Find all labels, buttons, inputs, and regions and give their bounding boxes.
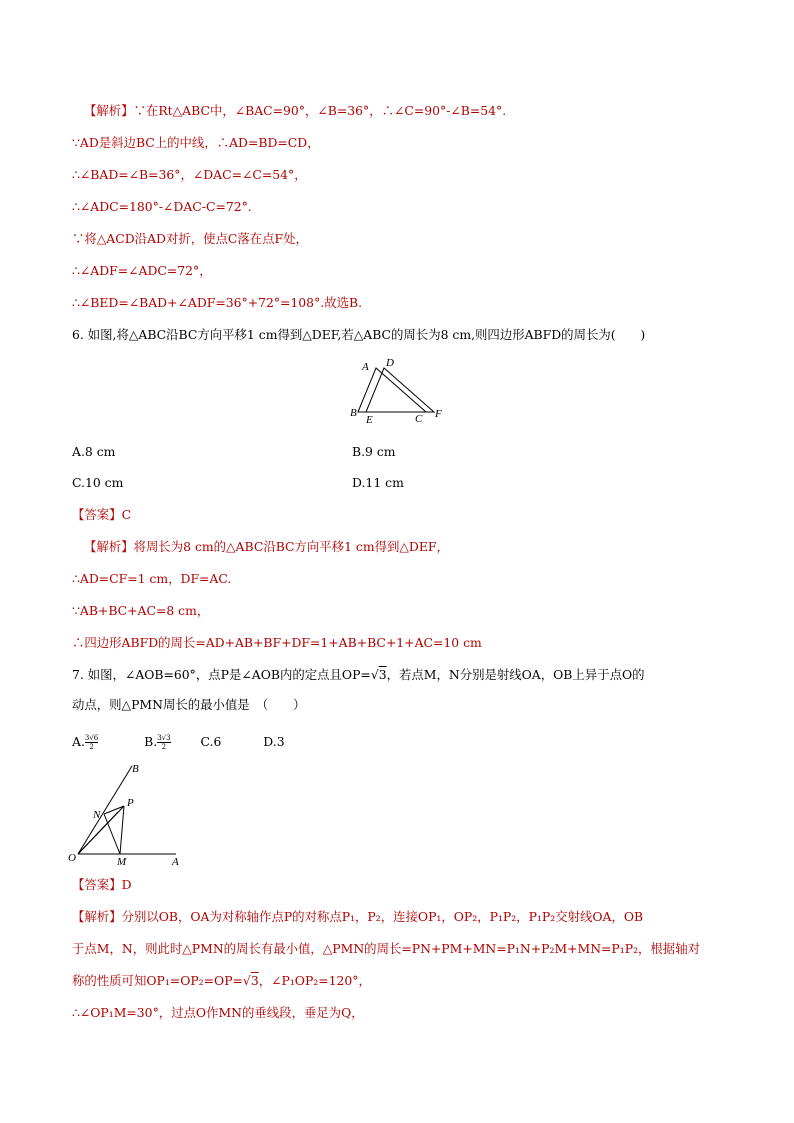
q7-solution-line-3: [72, 973, 371, 989]
q5-solution-line-7: ∴∠BED=∠BAD+∠ADF=36°+72°=108°.故选B.: [72, 295, 363, 310]
q7-solution-text-1: 分别以OB，OA为对称轴作点P的对称点P₁，P₂，连接OP₁，OP₂，P₁P₂，P₁P₂交射线OA，OB: [121, 909, 644, 924]
q5-solution-line-6: ∴∠ADF=∠ADC=72°，: [72, 263, 212, 278]
label-o: O: [68, 852, 76, 864]
q6-answer-line: [72, 507, 131, 523]
q7-stem-part-1: 7. 如图，∠AOB=60°，点P是∠AOB内的定点且OP=: [72, 667, 371, 682]
fraction-denominator: 2: [161, 743, 167, 751]
q6-solution-line-4: ∴四边形ABFD的周长=AD+AB+BF+DF=1+AB+BC+1+AC=10 cm: [72, 635, 482, 650]
q7-figure: [66, 760, 186, 866]
q7-option-b: [144, 734, 170, 749]
q7-option-a-fraction: [85, 734, 98, 751]
solution-label: 【解析】: [72, 909, 122, 924]
q6-solution-line-2: ∴AD=CF=1 cm，DF=AC.: [72, 571, 232, 586]
q6-option-d: D.11 cm: [352, 475, 404, 490]
q6-answer: C: [121, 507, 132, 522]
label-d: D: [386, 357, 394, 369]
label-n: N: [93, 809, 101, 821]
q7-option-a-prefix: A.: [72, 734, 85, 749]
sqrt-symbol: √: [370, 667, 379, 682]
q6-option-b: B.9 cm: [352, 444, 396, 459]
label-b: B: [132, 763, 139, 775]
triangle-def: [366, 368, 434, 412]
label-m: M: [117, 856, 127, 866]
label-e: E: [366, 414, 373, 426]
fraction-numerator: 3√6: [84, 734, 99, 742]
q5-solution-text-1: ∵在Rt△ABC中，∠BAC=90°，∠B=36°，∴∠C=90°-∠B=54°.: [133, 103, 507, 118]
q7-option-d: D.3: [263, 734, 285, 749]
q7-solution-line-1: [72, 909, 643, 925]
q5-solution-line-2: ∵AD是斜边BC上的中线，∴AD=BD=CD，: [72, 135, 320, 150]
q7-solution-sqrt-value: 3: [250, 973, 259, 988]
fraction-denominator: 2: [89, 743, 94, 751]
label-p: P: [127, 797, 134, 809]
q6-solution-line-1: [84, 539, 449, 555]
fraction-numerator: 3√3: [157, 734, 171, 742]
q5-solution-line-5: ∵将△ACD沿AD对折，使点C落在点F处，: [72, 231, 308, 246]
solution-label: 【解析】: [84, 103, 134, 118]
label-b: B: [350, 407, 357, 419]
q5-solution-line-4: ∴∠ADC=180°-∠DAC-C=72°.: [72, 199, 252, 214]
q6-option-c: C.10 cm: [72, 475, 124, 490]
q7-stem-part-2: ，若点M，N分别是射线OA，OB上异于点O的: [386, 667, 645, 682]
q7-answer: D: [121, 877, 132, 892]
label-f: F: [435, 408, 442, 420]
q6-stem: 6. 如图,将△ABC沿BC方向平移1 cm得到△DEF,若△ABC的周长为8 cm,则四边形ABFD的周长为( ): [72, 327, 646, 342]
label-a: A: [172, 856, 179, 866]
q7-solution-line-4: ∴∠OP₁M=30°，过点O作MN的垂线段，垂足为Q，: [72, 1005, 364, 1020]
q6-solution-line-3: ∵AB+BC+AC=8 cm，: [72, 603, 210, 618]
answer-label: 【答案】: [72, 507, 122, 522]
q7-stem-line-1: [72, 667, 645, 683]
solution-label: 【解析】: [84, 539, 134, 554]
q7-option-b-prefix: B.: [144, 734, 158, 749]
q6-option-a: A.8 cm: [72, 444, 116, 459]
label-c: C: [415, 413, 423, 425]
label-a: A: [362, 361, 369, 373]
q7-solution-text-3a: 称的性质可知OP₁=OP₂=OP=: [72, 973, 243, 988]
segment-pm: [120, 806, 124, 854]
q5-solution-line-3: ∴∠BAD=∠B=36°，∠DAC=∠C=54°，: [72, 167, 307, 182]
q7-option-c: C.6: [200, 734, 222, 749]
segment-nm: [104, 814, 120, 854]
q5-solution-line-1: [84, 103, 506, 119]
q7-answer-line: [72, 877, 132, 893]
q7-option-b-fraction: [157, 734, 170, 751]
q7-solution-text-3b: ，∠P₁OP₂=120°，: [258, 973, 371, 988]
q7-options: [72, 734, 285, 751]
q6-figure: [346, 356, 446, 426]
q6-solution-text-1: 将周长为8 cm的△ABC沿BC方向平移1 cm得到△DEF，: [133, 539, 449, 554]
q7-option-a: [72, 734, 98, 749]
q7-solution-line-2: 于点M，N，则此时△PMN的周长有最小值，△PMN的周长=PN+PM+MN=P₁N+P₂M+MN=P₁P₂，根据轴对: [72, 941, 700, 956]
sqrt-symbol: √: [242, 973, 251, 988]
q7-stem-line-2: 动点，则△PMN周长的最小值是 （ ）: [72, 697, 306, 712]
answer-label: 【答案】: [72, 877, 122, 892]
q7-stem-sqrt-value: 3: [378, 667, 387, 682]
